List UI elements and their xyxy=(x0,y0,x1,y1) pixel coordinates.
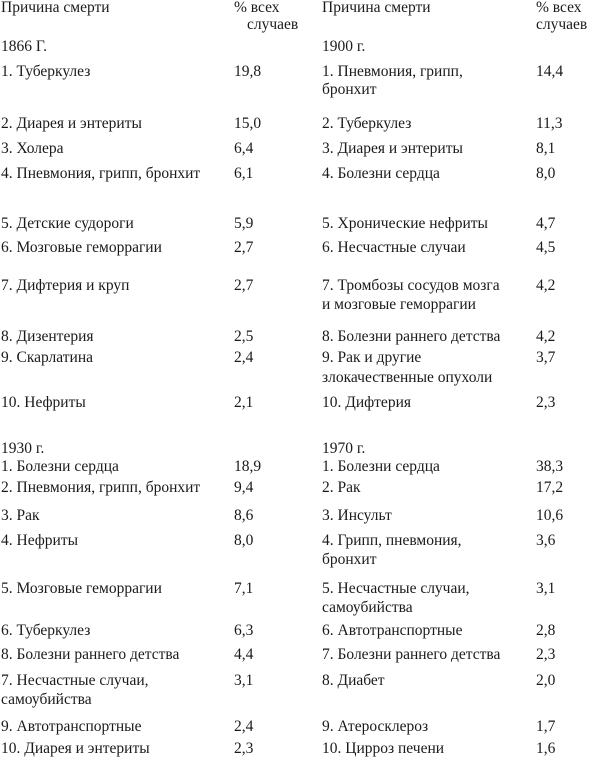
row-1900-cause-cont: и мозговые геморрагии xyxy=(322,296,476,313)
row-1900-cause: 3. Диарея и энтериты xyxy=(322,140,463,157)
row-1900-cause: 6. Несчастные случаи xyxy=(322,239,466,256)
row-1930-cause-cont: самоубийства xyxy=(1,691,92,708)
row-1900-pct: 4,2 xyxy=(536,328,556,345)
row-1970-pct: 3,1 xyxy=(536,580,556,597)
row-1866-cause: 6. Мозговые геморрагии xyxy=(1,239,162,256)
row-1970-cause-cont: бронхит xyxy=(322,551,377,568)
row-1900-pct: 8,1 xyxy=(536,140,556,157)
row-1900-cause: 1. Пневмония, грипп, xyxy=(322,63,463,80)
year-1930: 1930 г. xyxy=(1,440,45,457)
row-1866-cause: 7. Дифтерия и круп xyxy=(1,277,130,294)
row-1866-cause: 3. Холера xyxy=(1,140,64,157)
row-1930-pct: 2,3 xyxy=(234,740,254,757)
row-1900-pct: 11,3 xyxy=(536,115,563,132)
row-1900-cause: 7. Тромбозы сосудов мозга xyxy=(322,277,500,294)
row-1900-cause: 4. Болезни сердца xyxy=(322,165,440,182)
row-1900-pct: 14,4 xyxy=(536,63,564,80)
row-1866-cause: 8. Дизентерия xyxy=(1,328,94,345)
row-1866-cause: 1. Туберкулез xyxy=(1,63,91,80)
row-1930-pct: 4,4 xyxy=(234,646,254,663)
row-1866-pct: 2,7 xyxy=(234,277,254,294)
row-1970-cause-cont: самоубийства xyxy=(322,599,413,616)
row-1900-cause: 8. Болезни раннего детства xyxy=(322,328,501,345)
row-1970-cause: 8. Диабет xyxy=(322,672,385,689)
row-1930-cause: 5. Мозговые геморрагии xyxy=(1,580,162,597)
row-1900-cause: 10. Дифтерия xyxy=(322,394,411,411)
row-1930-cause: 8. Болезни раннего детства xyxy=(1,646,180,663)
row-1866-pct: 2,1 xyxy=(234,394,254,411)
row-1900-cause: 5. Хронические нефриты xyxy=(322,215,488,232)
row-1970-pct: 2,3 xyxy=(536,646,556,663)
header-cause-right: Причина смерти xyxy=(322,0,431,16)
row-1866-cause: 4. Пневмония, грипп, бронхит xyxy=(1,165,201,182)
row-1970-pct: 38,3 xyxy=(536,458,564,475)
year-1866: 1866 Г. xyxy=(1,38,47,55)
row-1930-pct: 2,4 xyxy=(234,718,254,735)
row-1970-cause: 5. Несчастные случаи, xyxy=(322,580,470,597)
row-1900-pct: 4,7 xyxy=(536,215,556,232)
row-1970-pct: 1,6 xyxy=(536,740,556,757)
row-1930-pct: 9,4 xyxy=(234,479,254,496)
row-1866-pct: 5,9 xyxy=(234,215,254,232)
row-1970-cause: 2. Рак xyxy=(322,479,361,496)
row-1930-cause: 9. Автотранспортные xyxy=(1,718,142,735)
row-1970-cause: 4. Грипп, пневмония, xyxy=(322,532,462,549)
row-1930-cause: 7. Несчастные случаи, xyxy=(1,672,149,689)
row-1930-cause: 4. Нефриты xyxy=(1,532,79,549)
header-pct-left-line2: случаев xyxy=(247,16,299,33)
row-1930-pct: 18,9 xyxy=(234,458,262,475)
row-1930-cause: 10. Диарея и энтериты xyxy=(1,740,150,757)
row-1930-pct: 8,0 xyxy=(234,532,254,549)
row-1866-pct: 2,4 xyxy=(234,349,254,366)
row-1900-pct: 2,3 xyxy=(536,394,556,411)
row-1930-pct: 8,6 xyxy=(234,507,254,524)
row-1866-pct: 2,7 xyxy=(234,239,254,256)
row-1900-pct: 4,5 xyxy=(536,239,556,256)
row-1930-cause: 6. Туберкулез xyxy=(1,622,91,639)
row-1866-cause: 9. Скарлатина xyxy=(1,349,94,366)
row-1930-cause: 3. Рак xyxy=(1,507,40,524)
row-1900-pct: 4,2 xyxy=(536,277,556,294)
row-1970-pct: 1,7 xyxy=(536,718,556,735)
row-1930-pct: 7,1 xyxy=(234,580,254,597)
row-1970-cause: 9. Атеросклероз xyxy=(322,718,429,735)
row-1866-cause: 2. Диарея и энтериты xyxy=(1,115,142,132)
row-1970-pct: 2,8 xyxy=(536,622,556,639)
row-1900-cause: 2. Туберкулез xyxy=(322,115,412,132)
header-pct-left-line1: % всех xyxy=(234,0,280,16)
row-1900-cause: 9. Рак и другие xyxy=(322,349,422,366)
row-1970-pct: 10,6 xyxy=(536,507,564,524)
row-1866-pct: 6,1 xyxy=(234,165,254,182)
row-1866-cause: 10. Нефриты xyxy=(1,394,86,411)
row-1930-pct: 6,3 xyxy=(234,622,254,639)
row-1970-cause: 1. Болезни сердца xyxy=(322,458,440,475)
row-1970-cause: 3. Инсульт xyxy=(322,507,392,524)
row-1900-cause-cont: злокачественные опухоли xyxy=(322,369,493,386)
header-cause-left: Причина смерти xyxy=(1,0,110,16)
header-pct-right-line1: % всех xyxy=(536,0,582,16)
row-1866-pct: 6,4 xyxy=(234,140,254,157)
row-1930-cause: 2. Пневмония, грипп, бронхит xyxy=(1,479,201,496)
row-1970-pct: 17,2 xyxy=(536,479,564,496)
row-1866-cause: 5. Детские судороги xyxy=(1,215,134,232)
year-1900: 1900 г. xyxy=(322,38,366,55)
row-1970-cause: 6. Автотранспортные xyxy=(322,622,463,639)
row-1900-cause-cont: бронхит xyxy=(322,81,377,98)
row-1930-cause: 1. Болезни сердца xyxy=(1,458,119,475)
row-1900-pct: 3,7 xyxy=(536,349,556,366)
row-1930-pct: 3,1 xyxy=(234,672,254,689)
row-1866-pct: 15,0 xyxy=(234,115,262,132)
row-1866-pct: 2,5 xyxy=(234,328,254,345)
row-1970-cause: 10. Цирроз печени xyxy=(322,740,445,757)
row-1866-pct: 19,8 xyxy=(234,63,262,80)
row-1970-pct: 2,0 xyxy=(536,672,556,689)
year-1970: 1970 г. xyxy=(322,440,366,457)
row-1900-pct: 8,0 xyxy=(536,165,556,182)
row-1970-cause: 7. Болезни раннего детства xyxy=(322,646,501,663)
header-pct-right-line2: случаев xyxy=(536,16,588,33)
row-1970-pct: 3,6 xyxy=(536,532,556,549)
